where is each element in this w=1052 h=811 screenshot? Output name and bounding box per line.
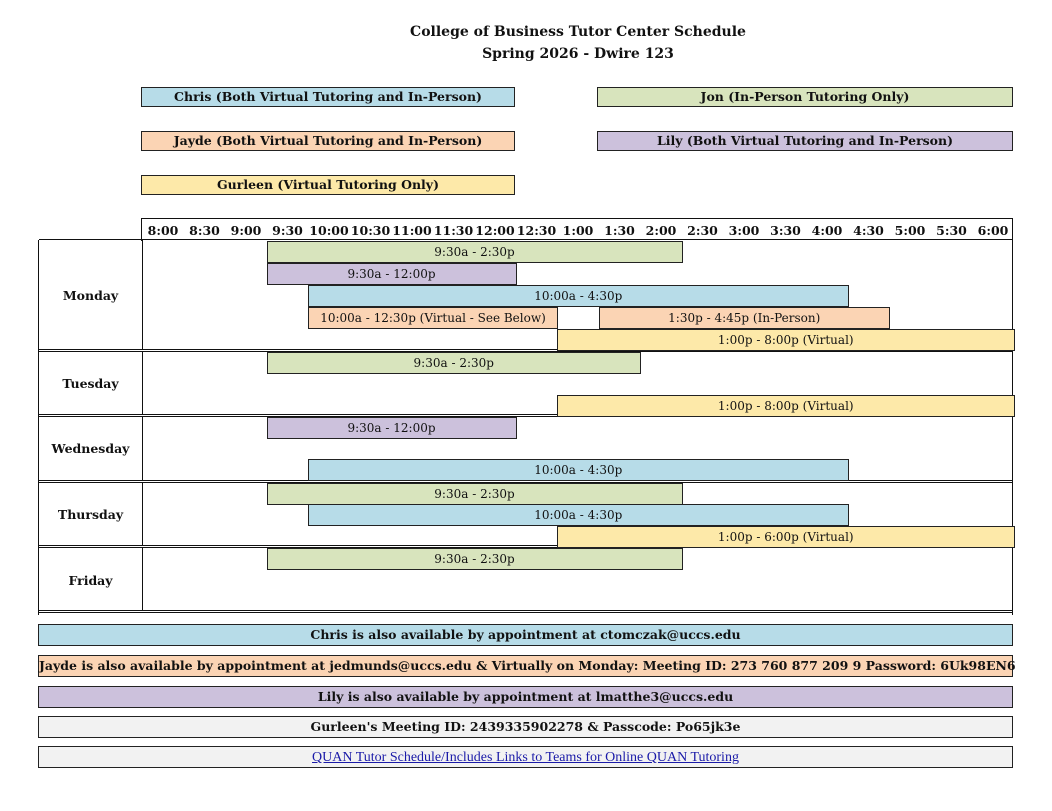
time-column-header: 4:00 <box>811 223 843 238</box>
schedule-bar-jon: 9:30a - 2:30p <box>267 241 683 263</box>
time-column-header: 8:30 <box>189 223 220 238</box>
time-column-header: 2:00 <box>645 223 677 238</box>
time-column-header: 9:00 <box>230 223 262 238</box>
time-column-header: 10:00 <box>309 223 349 238</box>
quan-schedule-link[interactable]: QUAN Tutor Schedule/Includes Links to Teams for Online QUAN Tutoring <box>312 750 739 765</box>
schedule-bar-gurleen: 1:00p - 6:00p (Virtual) <box>557 526 1015 548</box>
schedule-bar-lily: 9:30a - 12:00p <box>267 417 517 439</box>
schedule-bar-gurleen: 1:00p - 8:00p (Virtual) <box>557 395 1015 417</box>
legend-jayde: Jayde (Both Virtual Tutoring and In-Person) <box>141 131 515 151</box>
page-subtitle: Spring 2026 - Dwire 123 <box>482 46 674 62</box>
time-column-header: 5:00 <box>894 223 926 238</box>
note-lily: Lily is also available by appointment at lmatthe3@uccs.edu <box>38 686 1013 708</box>
time-column-header: 1:00 <box>562 223 594 238</box>
time-column-header: 11:00 <box>392 223 432 238</box>
page-title: College of Business Tutor Center Schedule <box>410 24 746 40</box>
time-column-header: 3:00 <box>728 223 760 238</box>
day-label: Thursday <box>57 507 124 522</box>
note-chris: Chris is also available by appointment at ctomczak@uccs.edu <box>38 624 1013 646</box>
time-column-header: 2:30 <box>687 223 718 238</box>
schedule-bar-jon: 9:30a - 2:30p <box>267 548 683 570</box>
time-column-header: 1:30 <box>604 223 635 238</box>
time-column-header: 5:30 <box>936 223 967 238</box>
schedule-bar-chris: 10:00a - 4:30p <box>308 504 849 526</box>
day-label: Wednesday <box>51 441 130 456</box>
legend-jon: Jon (In-Person Tutoring Only) <box>597 87 1013 107</box>
note-gurleen: Gurleen's Meeting ID: 2439335902278 & Passcode: Po65jk3e <box>38 716 1013 738</box>
schedule-bar-chris: 10:00a - 4:30p <box>308 285 849 307</box>
schedule-bar-jayde: 10:00a - 12:30p (Virtual - See Below) <box>308 307 558 329</box>
time-column-header: 12:30 <box>516 223 557 238</box>
time-column-header: 3:30 <box>770 223 801 238</box>
schedule-bar-jayde: 1:30p - 4:45p (In-Person) <box>599 307 891 329</box>
day-label: Monday <box>62 288 119 303</box>
legend-lily: Lily (Both Virtual Tutoring and In-Person) <box>597 131 1013 151</box>
note-jayde: Jayde is also available by appointment at jedmunds@uccs.edu & Virtually on Monday: Meeting ID: 273 760 877 209 9 Password: 6Uk98EN6 <box>38 655 1013 677</box>
time-column-header: 11:30 <box>433 223 474 238</box>
day-label: Tuesday <box>62 376 119 391</box>
note-quan-link <box>38 746 1013 768</box>
legend-gurleen: Gurleen (Virtual Tutoring Only) <box>141 175 515 195</box>
time-column-header: 6:00 <box>977 223 1009 238</box>
time-column-header: 9:30 <box>272 223 303 238</box>
schedule-bar-jon: 9:30a - 2:30p <box>267 483 683 505</box>
day-label: Friday <box>68 573 113 588</box>
schedule-bar-gurleen: 1:00p - 8:00p (Virtual) <box>557 329 1015 351</box>
schedule-bar-lily: 9:30a - 12:00p <box>267 263 517 285</box>
legend-chris: Chris (Both Virtual Tutoring and In-Person) <box>141 87 515 107</box>
time-column-header: 12:00 <box>475 223 515 238</box>
time-column-header: 8:00 <box>147 223 179 238</box>
time-column-header: 10:30 <box>350 223 391 238</box>
schedule-bar-jon: 9:30a - 2:30p <box>267 352 642 374</box>
time-column-header: 4:30 <box>853 223 884 238</box>
schedule-bar-chris: 10:00a - 4:30p <box>308 459 849 481</box>
